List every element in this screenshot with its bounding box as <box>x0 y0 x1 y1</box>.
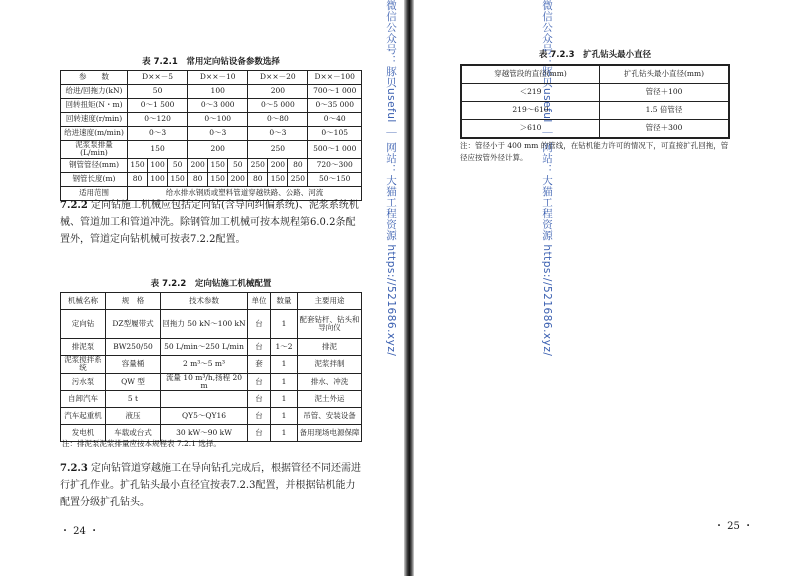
table-cell: 配套钻杆、钻头和导向仪 <box>298 310 362 339</box>
table-cell: 台 <box>248 339 271 356</box>
table-cell: 0～5 000 <box>248 99 308 113</box>
table-cell: 台 <box>248 310 271 339</box>
table-cell: 150 <box>268 172 288 186</box>
table-cell: 50 <box>128 85 188 99</box>
table-cell: 150 <box>128 141 188 159</box>
table-row <box>61 339 362 356</box>
clause-text: 定向钻施工机械应包括定向钻(含导向纠偏系统)、泥浆系统机械、管道加工和管道冲洗。除钢管加工机械可按本规程第6.0.2条配置外，管道定向钻机械可按表7.2.2配置。 <box>60 200 359 245</box>
table-cell: 0～1 500 <box>128 99 188 113</box>
table-row <box>461 120 729 139</box>
page-number: ・ 24 ・ <box>60 526 100 537</box>
header-cell: D××－10 <box>188 71 248 85</box>
table-cell: 100 <box>148 172 168 186</box>
header-cell: D××－20 <box>248 71 308 85</box>
watermark-text: 微信公众号：豚贝useful ｜ 网站：大猫工程资源 https://521686.xyz/ <box>541 0 553 357</box>
table-cell: 汽车起重机 <box>61 408 106 425</box>
table-cell: 219～610 <box>461 102 600 120</box>
header-cell: 主要用途 <box>298 293 362 310</box>
table-cell: 1～2 <box>271 339 298 356</box>
table-cell: 0～80 <box>248 113 308 127</box>
table-cell: 80 <box>188 172 208 186</box>
table-cell: 0～3 <box>188 127 248 141</box>
table-cell: 80 <box>288 158 308 172</box>
table-row <box>61 373 362 391</box>
table-cell: 0～40 <box>308 113 362 127</box>
table-cell: 吊管、安装设备 <box>298 408 362 425</box>
header-cell: 机械名称 <box>61 293 106 310</box>
table-cell: 720～300 <box>308 158 362 172</box>
table-cell: 200 <box>268 158 288 172</box>
header-cell: 扩孔钻头最小直径(mm) <box>600 65 730 84</box>
table-cell: 车载或台式 <box>106 425 161 442</box>
table-row <box>61 172 362 186</box>
table-7-2-1 <box>60 70 362 201</box>
table-cell: 1 <box>271 391 298 408</box>
table-cell: 50 <box>168 158 188 172</box>
header-cell: 穿越管段的直径(mm) <box>461 65 600 84</box>
table-cell: 备用现场电源保障 <box>298 425 362 442</box>
table-cell: DZ型履带式 <box>106 310 161 339</box>
table-cell: 80 <box>128 172 148 186</box>
table-cell: 100 <box>188 85 248 99</box>
table-header-row <box>461 65 729 84</box>
table-cell: 200 <box>188 141 248 159</box>
table-cell: 台 <box>248 373 271 391</box>
table-7-2-3-note: 注：管径小于 400 mm 的管线，在钻机能力许可的情况下，可直接扩孔回拖，管径应按管外径计算。 <box>460 141 729 162</box>
header-cell: 参 数 <box>61 71 128 85</box>
header-cell: D××－5 <box>128 71 188 85</box>
table-cell: 泥浆拌制 <box>298 356 362 374</box>
row-label: 给进速度(m/min) <box>61 127 128 141</box>
book-spine <box>404 0 414 576</box>
table-row <box>461 102 729 120</box>
table-cell: 50 L/min～250 L/min <box>161 339 248 356</box>
table-row <box>61 85 362 99</box>
row-label: 适用范围 <box>61 186 128 200</box>
table-row <box>61 141 362 159</box>
table-cell: 台 <box>248 391 271 408</box>
table-cell: 排泥 <box>298 339 362 356</box>
table-cell: 自卸汽车 <box>61 391 106 408</box>
clause-text: 定向钻管道穿越施工在导向钻孔完成后，根据管径不同还需进行扩孔作业。扩孔钻头最小直径宜按表7.2.3配置，并根据钻机能力配置分级扩孔钻头。 <box>60 463 362 508</box>
table-cell: QW 型 <box>106 373 161 391</box>
table-row <box>61 408 362 425</box>
table-cell: 200 <box>248 85 308 99</box>
table-cell: 80 <box>248 172 268 186</box>
header-cell: 规 格 <box>106 293 161 310</box>
table-cell: 排泥泵 <box>61 339 106 356</box>
table-cell: 液压 <box>106 408 161 425</box>
table-row <box>61 310 362 339</box>
table-cell: 0～3 <box>128 127 188 141</box>
table-cell: 2 m³～5 m³ <box>161 356 248 374</box>
table-cell: 0～105 <box>308 127 362 141</box>
table-cell: 100 <box>148 158 168 172</box>
table-cell: ＜219 <box>461 84 600 102</box>
table-7-2-3 <box>460 64 730 139</box>
row-label: 回转速度(r/min) <box>61 113 128 127</box>
table-cell: 30 kW～90 kW <box>161 425 248 442</box>
table-cell: 排水、冲洗 <box>298 373 362 391</box>
table-7-2-2-note: 注：排泥泵泥浆排量应按本规程表 7.2.1 选择。 <box>62 439 221 448</box>
table-cell: 50 <box>228 158 248 172</box>
row-label: 泥浆泵排量(L/min) <box>61 141 128 159</box>
table-header-row <box>61 71 362 85</box>
table-row <box>61 99 362 113</box>
table-cell: BW250/50 <box>106 339 161 356</box>
clause-number: 7.2.3 <box>60 463 88 474</box>
row-label: 钢管管径(mm) <box>61 158 128 172</box>
clause-number: 7.2.2 <box>60 200 88 211</box>
table-cell: 250 <box>248 141 308 159</box>
table-cell: 150 <box>128 158 148 172</box>
table-cell: 给水排水钢质或塑料管道穿越铁路、公路、河流 <box>128 186 362 200</box>
table-cell: 1 <box>271 356 298 374</box>
table-7-2-3-caption: 表 7.2.3 扩孔钻头最小直径 <box>538 50 652 60</box>
table-cell: 定向钻 <box>61 310 106 339</box>
table-cell: 1 <box>271 425 298 442</box>
table-row <box>61 113 362 127</box>
table-cell: 50～150 <box>308 172 362 186</box>
page-number: ・ 25 ・ <box>714 521 754 532</box>
table-7-2-2-caption: 表 7.2.2 定向钻施工机械配置 <box>150 279 272 289</box>
table-cell: 1.5 倍管径 <box>600 102 730 120</box>
paragraph-7-2-2 <box>60 197 365 248</box>
table-cell: 套 <box>248 356 271 374</box>
table-cell: 200 <box>228 172 248 186</box>
table-cell: 台 <box>248 408 271 425</box>
table-cell: 0～35 000 <box>308 99 362 113</box>
table-cell: 5 t <box>106 391 161 408</box>
table-cell: 0～3 000 <box>188 99 248 113</box>
table-cell: 容量桶 <box>106 356 161 374</box>
table-cell: 0～120 <box>128 113 188 127</box>
table-cell: ＞610 <box>461 120 600 139</box>
table-cell: 泥浆搅拌系统 <box>61 356 106 374</box>
table-row <box>61 127 362 141</box>
row-label: 给进/回拖力(kN) <box>61 85 128 99</box>
table-cell: 500～1 000 <box>308 141 362 159</box>
table-cell <box>161 391 248 408</box>
table-cell: 1 <box>271 408 298 425</box>
table-row <box>61 391 362 408</box>
paragraph-7-2-3 <box>60 460 365 511</box>
table-cell: 250 <box>248 158 268 172</box>
table-7-2-2 <box>60 292 362 442</box>
table-7-2-1-caption: 表 7.2.1 常用定向钻设备参数选择 <box>142 57 280 67</box>
table-cell: 回拖力 50 kN～100 kN <box>161 310 248 339</box>
table-row <box>61 356 362 374</box>
table-cell: 管径＋100 <box>600 84 730 102</box>
row-label: 钢管长度(m) <box>61 172 128 186</box>
table-cell: 150 <box>208 158 228 172</box>
header-cell: 技术参数 <box>161 293 248 310</box>
table-cell: 250 <box>288 172 308 186</box>
table-cell: 200 <box>188 158 208 172</box>
table-cell: 泥土外运 <box>298 391 362 408</box>
table-row <box>61 158 362 172</box>
table-cell: 流量 10 m³/h,扬程 20 m <box>161 373 248 391</box>
table-row <box>461 84 729 102</box>
table-cell: 1 <box>271 310 298 339</box>
row-label: 回转扭矩(N・m) <box>61 99 128 113</box>
header-cell: 单位 <box>248 293 271 310</box>
table-cell: 150 <box>168 172 188 186</box>
table-cell: 污水泵 <box>61 373 106 391</box>
table-cell: 0～3 <box>248 127 308 141</box>
table-cell: 700～1 000 <box>308 85 362 99</box>
table-cell: QY5～QY16 <box>161 408 248 425</box>
table-cell: 发电机 <box>61 425 106 442</box>
table-cell: 0～100 <box>188 113 248 127</box>
table-cell: 150 <box>208 172 228 186</box>
header-cell: D××－100 <box>308 71 362 85</box>
table-cell: 台 <box>248 425 271 442</box>
table-cell: 管径＋300 <box>600 120 730 139</box>
watermark-text: 微信公众号：豚贝useful ｜ 网站：大猫工程资源 https://521686.xyz/ <box>385 0 397 357</box>
header-cell: 数量 <box>271 293 298 310</box>
table-header-row <box>61 293 362 310</box>
table-cell: 1 <box>271 373 298 391</box>
